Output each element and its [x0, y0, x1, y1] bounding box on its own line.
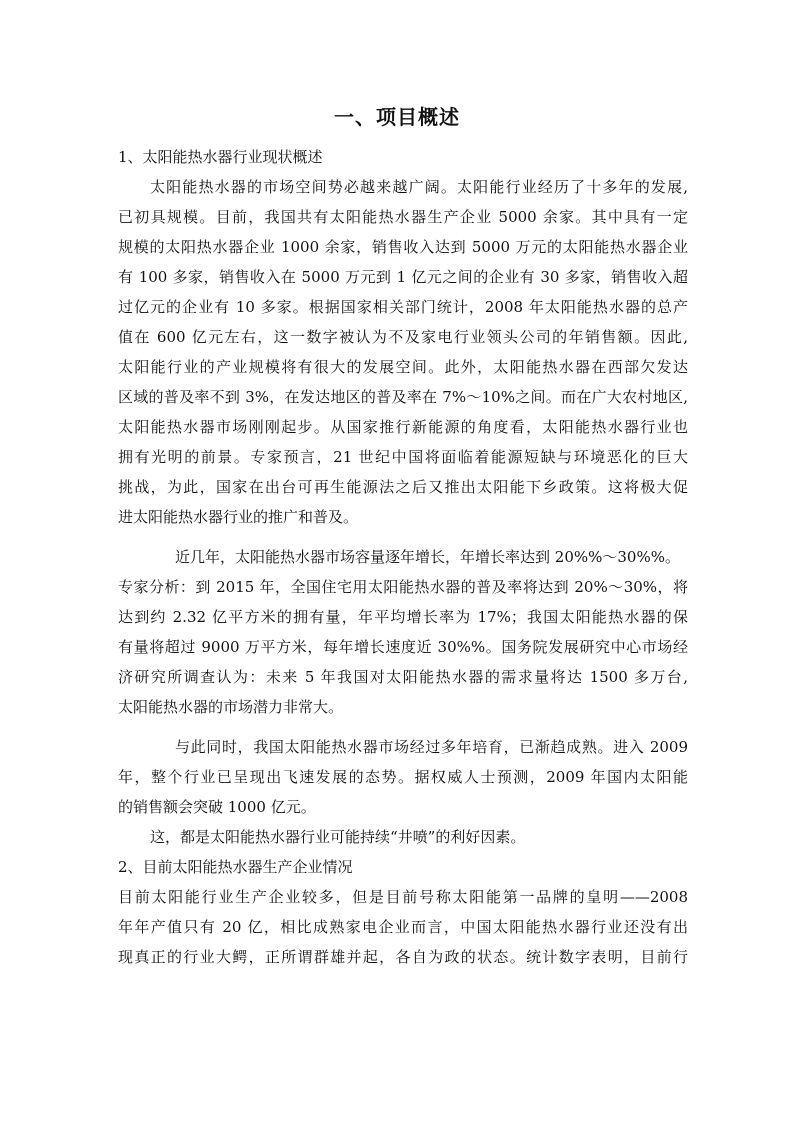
paragraph-2-line: 济研究所调查认为：未来 5 年我国对太阳能热水器的需求量将达 1500 多万台,	[118, 668, 688, 686]
paragraph-2-line: 近几年，太阳能热水器市场容量逐年增长，年增长率达到 20%%～30%%。	[175, 548, 680, 566]
section-2-heading: 2、目前太阳能热水器生产企业情况	[118, 858, 353, 876]
paragraph-2-line: 达到约 2.32 亿平方米的拥有量，年平均增长率为 17%；我国太阳能热水器的保	[118, 608, 688, 626]
paragraph-5-line: 现真正的行业大鳄，正所谓群雄并起，各自为政的状态。统计数字表明，目前行	[118, 948, 688, 966]
paragraph-5-line: 年年产值只有 20 亿，相比成熟家电企业而言，中国太阳能热水器行业还没有出	[118, 918, 688, 936]
document-title: 一、项目概述	[334, 105, 460, 129]
paragraph-3-line: 的销售额会突破 1000 亿元。	[118, 798, 316, 816]
paragraph-1-line: 挑战，为此，国家在出台可再生能源法之后又推出太阳能下乡政策。这将极大促	[118, 478, 688, 496]
paragraph-1-line: 区域的普及率不到 3%，在发达地区的普及率在 7%～10%之间。而在广大农村地区,	[118, 388, 688, 406]
paragraph-4-line: 这，都是太阳能热水器行业可能持续“井喷”的利好因素。	[150, 828, 526, 846]
paragraph-2-line: 专家分析：到 2015 年，全国住宅用太阳能热水器的普及率将达到 20%～30%，将	[118, 578, 688, 596]
paragraph-1-line: 已初具规模。目前，我国共有太阳能热水器生产企业 5000 余家。其中具有一定	[118, 208, 688, 226]
paragraph-1-line: 有 100 多家，销售收入在 5000 万元到 1 亿元之间的企业有 30 多家，销售收入超	[118, 268, 688, 286]
paragraph-3-line: 与此同时，我国太阳能热水器市场经过多年培育，已渐趋成熟。进入 2009	[175, 738, 688, 756]
paragraph-1-line: 太阳能热水器的市场空间势必越来越广阔。太阳能行业经历了十多年的发展,	[150, 178, 688, 196]
paragraph-1-line: 规模的太阳热水器企业 1000 余家，销售收入达到 5000 万元的太阳能热水器企业	[118, 238, 688, 256]
paragraph-5-line: 目前太阳能行业生产企业较多，但是目前号称太阳能第一品牌的皇明——2008	[118, 888, 688, 906]
paragraph-1-line: 太阳能热水器市场刚刚起步。从国家推行新能源的角度看，太阳能热水器行业也	[118, 418, 688, 436]
paragraph-1-line: 进太阳能热水器行业的推广和普及。	[118, 508, 359, 526]
paragraph-1-line: 太阳能行业的产业规模将有很大的发展空间。此外，太阳能热水器在西部欠发达	[118, 358, 688, 376]
paragraph-1-line: 过亿元的企业有 10 多家。根据国家相关部门统计，2008 年太阳能热水器的总产	[118, 298, 688, 316]
paragraph-1-line: 值在 600 亿元左右，这一数字被认为不及家电行业领头公司的年销售额。因此,	[118, 328, 688, 346]
paragraph-2-line: 有量将超过 9000 万平方米，每年增长速度近 30%%。国务院发展研究中心市场经	[118, 638, 688, 656]
paragraph-1-line: 拥有光明的前景。专家预言，21 世纪中国将面临着能源短缺与环境恶化的巨大	[118, 448, 688, 466]
paragraph-3-line: 年，整个行业已呈现出飞速发展的态势。据权威人士预测，2009 年国内太阳能	[118, 768, 688, 786]
section-1-heading: 1、太阳能热水器行业现状概述	[118, 148, 323, 166]
paragraph-2-line: 太阳能热水器的市场潜力非常大。	[118, 698, 344, 716]
